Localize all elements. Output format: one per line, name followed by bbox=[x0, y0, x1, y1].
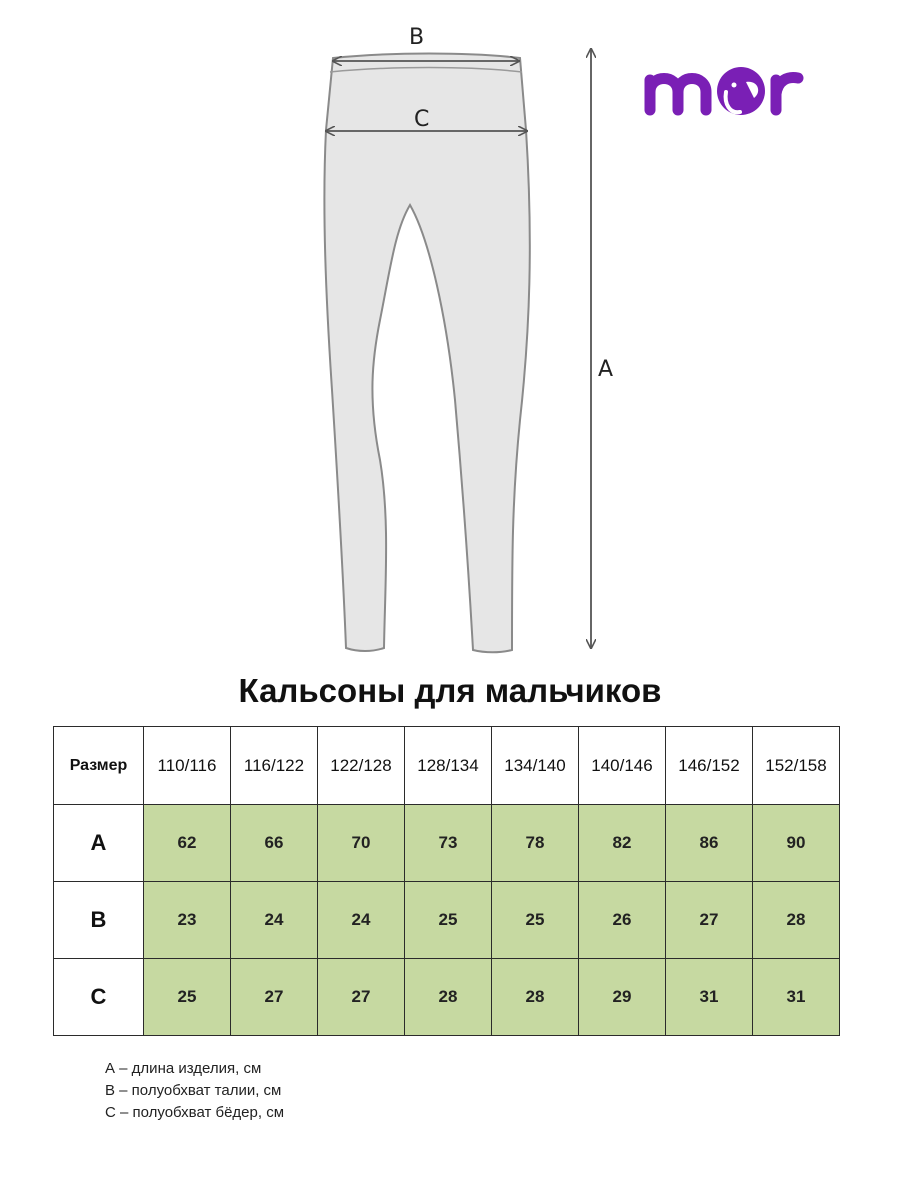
size-header-cell: Размер bbox=[54, 727, 144, 805]
value-cell: 23 bbox=[144, 882, 231, 959]
row-label-a: A bbox=[54, 805, 144, 882]
value-cell: 25 bbox=[492, 882, 579, 959]
elephant-icon bbox=[717, 67, 765, 115]
value-cell: 27 bbox=[318, 959, 405, 1036]
value-cell: 78 bbox=[492, 805, 579, 882]
value-cell: 31 bbox=[753, 959, 840, 1036]
table-row-a bbox=[54, 805, 840, 882]
value-cell: 27 bbox=[666, 882, 753, 959]
value-cell: 28 bbox=[405, 959, 492, 1036]
table-row-b bbox=[54, 882, 840, 959]
dimension-label-c: C bbox=[414, 107, 430, 132]
value-cell: 70 bbox=[318, 805, 405, 882]
value-cell: 26 bbox=[579, 882, 666, 959]
value-cell: 82 bbox=[579, 805, 666, 882]
legend-item-c: С – полуобхват бёдер, см bbox=[105, 1104, 285, 1121]
value-cell: 90 bbox=[753, 805, 840, 882]
legend-item-b: В – полуобхват талии, см bbox=[105, 1082, 282, 1099]
brand-logo bbox=[606, 30, 850, 152]
value-cell: 66 bbox=[231, 805, 318, 882]
value-cell: 24 bbox=[231, 882, 318, 959]
size-cell: 122/128 bbox=[318, 727, 405, 805]
size-cell: 134/140 bbox=[492, 727, 579, 805]
dimension-label-b: B bbox=[409, 25, 425, 50]
size-cell: 140/146 bbox=[579, 727, 666, 805]
legend-item-a: А – длина изделия, см bbox=[105, 1060, 262, 1077]
measurement-legend bbox=[105, 1058, 284, 1124]
page-title: Кальсоны для мальчиков bbox=[238, 672, 662, 709]
table-row-c bbox=[54, 959, 840, 1036]
value-cell: 62 bbox=[144, 805, 231, 882]
value-cell: 25 bbox=[405, 882, 492, 959]
value-cell: 86 bbox=[666, 805, 753, 882]
value-cell: 73 bbox=[405, 805, 492, 882]
pants-illustration bbox=[324, 54, 529, 653]
row-label-b: B bbox=[54, 882, 144, 959]
value-cell: 24 bbox=[318, 882, 405, 959]
value-cell: 28 bbox=[492, 959, 579, 1036]
size-cell: 128/134 bbox=[405, 727, 492, 805]
size-cell: 110/116 bbox=[144, 727, 231, 805]
size-cell: 152/158 bbox=[753, 727, 840, 805]
row-label-c: C bbox=[54, 959, 144, 1036]
size-cell: 116/122 bbox=[231, 727, 318, 805]
value-cell: 29 bbox=[579, 959, 666, 1036]
size-cell: 146/152 bbox=[666, 727, 753, 805]
value-cell: 28 bbox=[753, 882, 840, 959]
table-header-row bbox=[54, 727, 840, 805]
value-cell: 25 bbox=[144, 959, 231, 1036]
dimension-label-a: A bbox=[598, 357, 614, 382]
size-table bbox=[53, 726, 840, 1036]
value-cell: 27 bbox=[231, 959, 318, 1036]
value-cell: 31 bbox=[666, 959, 753, 1036]
